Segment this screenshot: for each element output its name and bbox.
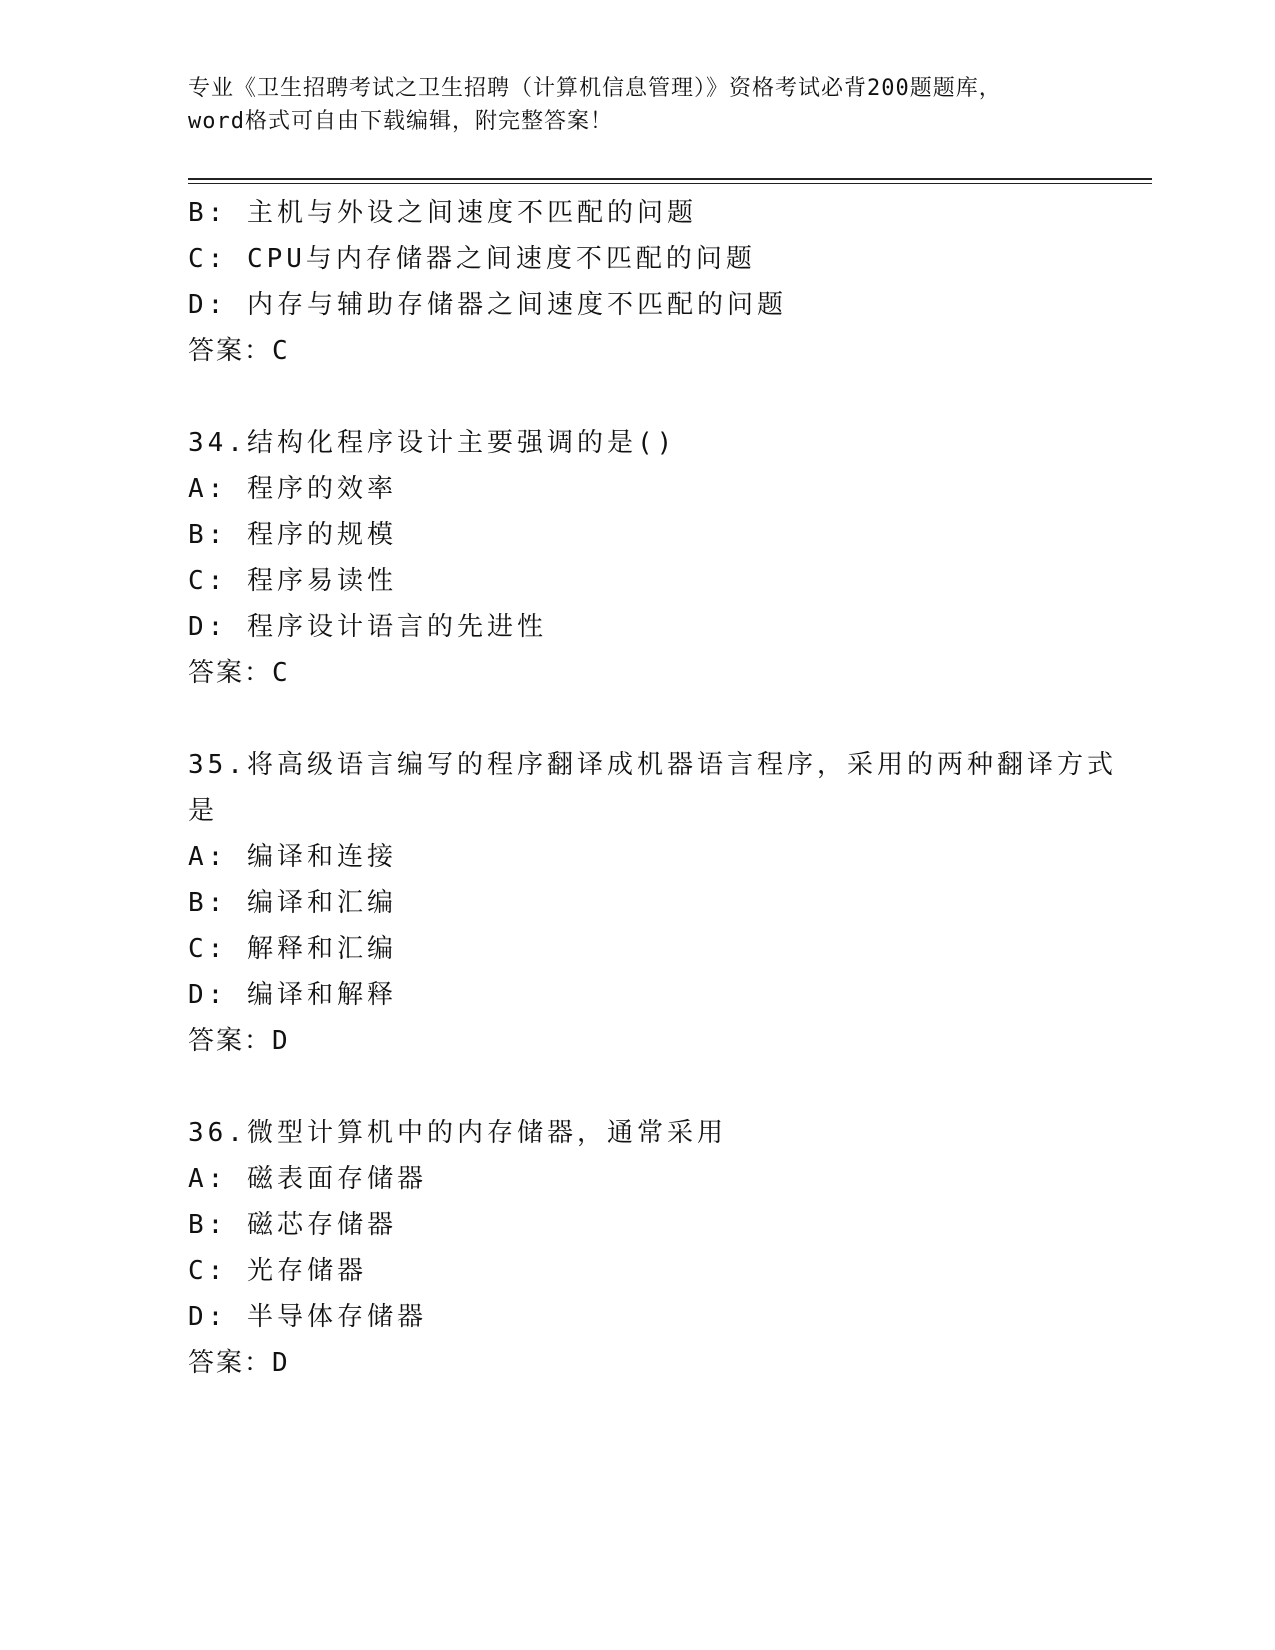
option-c: C: CPU与内存储器之间速度不匹配的问题	[188, 244, 756, 274]
header-rule-bottom	[188, 183, 1152, 184]
question-text: 34.结构化程序设计主要强调的是()	[188, 428, 677, 458]
question-36	[188, 1110, 1088, 1386]
question-33	[188, 190, 1088, 374]
option-b: B: 主机与外设之间速度不匹配的问题	[188, 198, 697, 228]
option-d: D: 编译和解释	[188, 980, 397, 1010]
option-c: C: 光存储器	[188, 1256, 367, 1286]
question-text: 35.将高级语言编写的程序翻译成机器语言程序，采用的两种翻译方式	[188, 750, 1117, 780]
answer: 答案：D	[188, 1348, 290, 1378]
header-rule-top	[188, 178, 1152, 180]
option-a: A: 程序的效率	[188, 474, 397, 504]
question-text: 36.微型计算机中的内存储器，通常采用	[188, 1118, 727, 1148]
option-a: A: 磁表面存储器	[188, 1164, 427, 1194]
option-b: B: 程序的规模	[188, 520, 397, 550]
option-d: D: 半导体存储器	[188, 1302, 427, 1332]
option-b: B: 编译和汇编	[188, 888, 397, 918]
header-line-1: 专业《卫生招聘考试之卫生招聘（计算机信息管理）》资格考试必背200题题库，	[188, 76, 1002, 101]
document-header	[188, 72, 1088, 138]
answer: 答案：D	[188, 1026, 290, 1056]
option-d: D: 程序设计语言的先进性	[188, 612, 547, 642]
question-35	[188, 742, 1117, 1064]
option-c: C: 程序易读性	[188, 566, 397, 596]
question-text-continued: 是	[188, 796, 219, 826]
option-b: B: 磁芯存储器	[188, 1210, 397, 1240]
option-d: D: 内存与辅助存储器之间速度不匹配的问题	[188, 290, 787, 320]
answer: 答案：C	[188, 658, 290, 688]
answer: 答案：C	[188, 336, 290, 366]
option-c: C: 解释和汇编	[188, 934, 397, 964]
option-a: A: 编译和连接	[188, 842, 397, 872]
question-list	[188, 190, 1117, 1386]
question-34	[188, 420, 1088, 696]
header-line-2: word格式可自由下载编辑，附完整答案！	[188, 109, 613, 134]
